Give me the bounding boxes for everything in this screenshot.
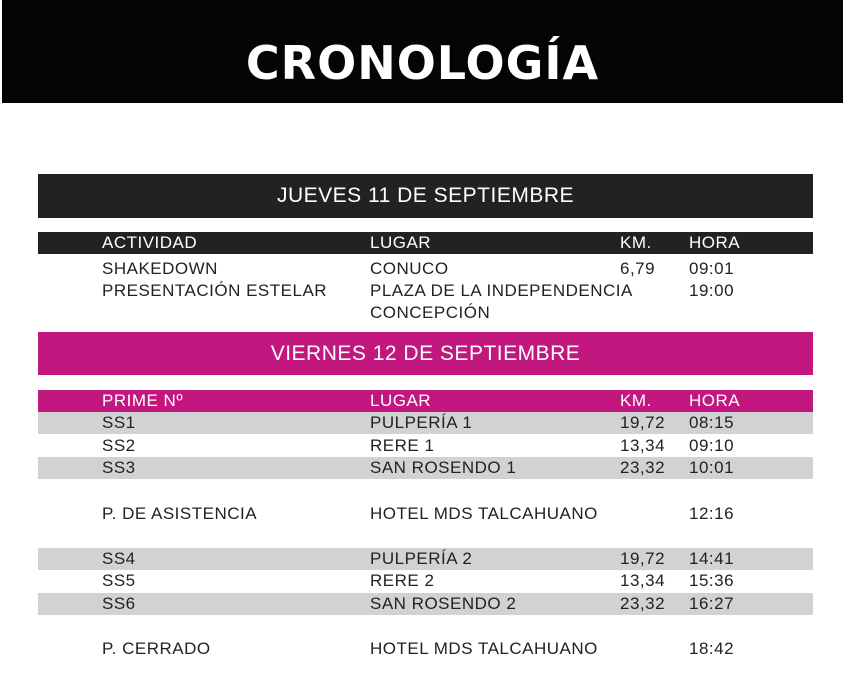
column-header-actividad: ACTIVIDAD: [102, 233, 198, 252]
table-row: [38, 548, 813, 570]
stage-place: HOTEL MDS TALCAHUANO: [370, 639, 598, 658]
stage-time: 15:36: [689, 571, 735, 590]
stage-time: 08:15: [689, 413, 735, 432]
table-row: [38, 570, 813, 592]
activity-time: 19:00: [689, 281, 735, 300]
activity-time: 09:01: [689, 259, 735, 278]
stage-place: RERE 1: [370, 436, 435, 455]
stage-time: 09:10: [689, 436, 735, 455]
stage-name: SS6: [102, 594, 136, 613]
column-header-hora: HORA: [689, 233, 741, 252]
activity-name: PRESENTACIÓN ESTELAR: [102, 281, 328, 300]
day2-column-header: [38, 390, 813, 412]
stage-name: P. DE ASISTENCIA: [102, 504, 258, 523]
column-header-lugar: LUGAR: [370, 233, 432, 252]
stage-name: P. CERRADO: [102, 639, 211, 658]
table-row: [38, 280, 813, 302]
stage-km: 19,72: [620, 413, 666, 432]
stage-name: SS1: [102, 413, 136, 432]
column-header-prime: PRIME Nº: [102, 391, 184, 410]
column-header-lugar: LUGAR: [370, 391, 432, 410]
stage-time: 12:16: [689, 504, 735, 523]
stage-place: SAN ROSENDO 2: [370, 594, 517, 613]
column-header-hora: HORA: [689, 391, 741, 410]
stage-time: 16:27: [689, 594, 735, 613]
table-row: [38, 302, 813, 324]
day2-heading: VIERNES 12 DE SEPTIEMBRE: [270, 341, 581, 365]
stage-time: 10:01: [689, 458, 735, 477]
column-header-km: KM.: [620, 233, 652, 252]
stage-time: 18:42: [689, 639, 735, 658]
title-banner: [2, 0, 843, 103]
stage-km: 23,32: [620, 458, 666, 477]
stage-km: 13,34: [620, 436, 666, 455]
stage-place: PULPERÍA 2: [370, 549, 473, 568]
day1-column-header: [38, 232, 813, 254]
table-row: [38, 435, 813, 457]
stage-place: SAN ROSENDO 1: [370, 458, 517, 477]
day1-heading-bar: [38, 174, 813, 218]
stage-time: 14:41: [689, 549, 735, 568]
stage-km: 13,34: [620, 571, 666, 590]
table-row: [38, 412, 813, 434]
stage-km: 23,32: [620, 594, 666, 613]
table-row: [38, 503, 813, 525]
activity-place: PLAZA DE LA INDEPENDENCIA: [370, 281, 633, 300]
stage-place: PULPERÍA 1: [370, 413, 473, 432]
stage-name: SS2: [102, 436, 136, 455]
stage-name: SS5: [102, 571, 136, 590]
activity-name: SHAKEDOWN: [102, 259, 218, 278]
table-row: [38, 593, 813, 615]
stage-name: SS4: [102, 549, 136, 568]
activity-km: 6,79: [620, 259, 656, 278]
table-row: [38, 258, 813, 280]
activity-place: CONCEPCIÓN: [370, 303, 491, 322]
stage-km: 19,72: [620, 549, 666, 568]
stage-name: SS3: [102, 458, 136, 477]
table-row: [38, 638, 813, 660]
day2-heading-bar: [38, 332, 813, 375]
table-row: [38, 457, 813, 479]
stage-place: RERE 2: [370, 571, 435, 590]
page-title: CRONOLOGÍA: [245, 35, 600, 90]
column-header-km: KM.: [620, 391, 652, 410]
stage-place: HOTEL MDS TALCAHUANO: [370, 504, 598, 523]
day1-heading: JUEVES 11 DE SEPTIEMBRE: [276, 184, 575, 207]
activity-place: CONUCO: [370, 259, 449, 278]
